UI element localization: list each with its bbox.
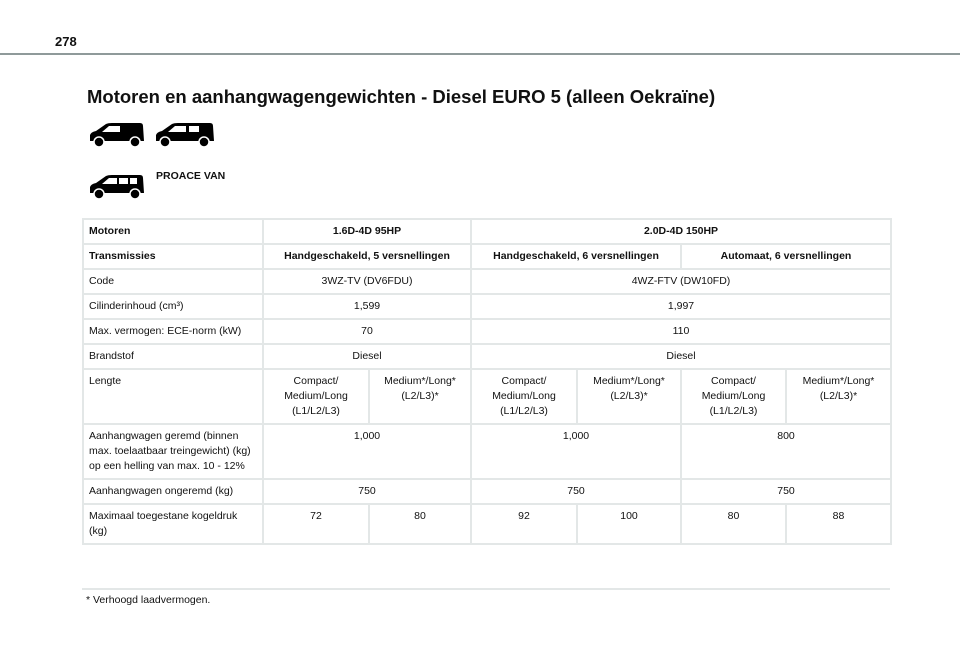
cell: Compact/ Medium/Long (L1/L2/L3) [471, 369, 577, 424]
cell: Diesel [263, 344, 471, 369]
table-row [83, 269, 891, 294]
cell: 4WZ-FTV (DW10FD) [471, 269, 891, 294]
table-row [83, 369, 891, 424]
page-number: 278 [55, 34, 77, 49]
van-icon [88, 121, 148, 148]
page-title: Motoren en aanhangwagengewichten - Diesel EURO 5 (alleen Oekraïne) [87, 86, 716, 107]
van-icon [88, 173, 148, 200]
cell: Compact/ Medium/Long (L1/L2/L3) [263, 369, 369, 424]
cell: 2.0D-4D 150HP [471, 219, 891, 244]
cell: 1,997 [471, 294, 891, 319]
cell: 750 [471, 479, 681, 504]
cell: Medium*/Long* (L2/L3)* [786, 369, 891, 424]
row-label: Maximaal toegestane kogeldruk (kg) [83, 504, 263, 544]
cell: 800 [681, 424, 891, 479]
cell: 1,599 [263, 294, 471, 319]
cell: 80 [369, 504, 471, 544]
footnote-divider [82, 588, 890, 590]
engine-weights-table [82, 218, 892, 545]
row-label: Cilinderinhoud (cm³) [83, 294, 263, 319]
vehicle-label: PROACE VAN [156, 170, 226, 182]
table-row [83, 319, 891, 344]
table-row [83, 479, 891, 504]
row-label: Brandstof [83, 344, 263, 369]
cell: 80 [681, 504, 786, 544]
header-divider [0, 53, 960, 55]
table-row [83, 294, 891, 319]
footnote: * Verhoogd laadvermogen. [86, 594, 211, 606]
table-row [83, 219, 891, 244]
row-label: Code [83, 269, 263, 294]
row-label: Max. vermogen: ECE-norm (kW) [83, 319, 263, 344]
cell: 110 [471, 319, 891, 344]
cell: Compact/ Medium/Long (L1/L2/L3) [681, 369, 786, 424]
cell: 1,000 [471, 424, 681, 479]
cell: Handgeschakeld, 5 versnellingen [263, 244, 471, 269]
cell: Handgeschakeld, 6 versnellingen [471, 244, 681, 269]
cell: Diesel [471, 344, 891, 369]
cell: 100 [577, 504, 681, 544]
cell: Medium*/Long* (L2/L3)* [577, 369, 681, 424]
cell: 72 [263, 504, 369, 544]
table-row [83, 244, 891, 269]
row-label: Transmissies [83, 244, 263, 269]
cell: 3WZ-TV (DV6FDU) [263, 269, 471, 294]
cell: 88 [786, 504, 891, 544]
table-row [83, 344, 891, 369]
cell: Automaat, 6 versnellingen [681, 244, 891, 269]
cell: 92 [471, 504, 577, 544]
row-label: Aanhangwagen geremd (binnen max. toelaatbaar treingewicht) (kg) op een helling van max. 10 - 12% [83, 424, 263, 479]
cell: 750 [681, 479, 891, 504]
van-icon [154, 121, 218, 148]
row-label: Motoren [83, 219, 263, 244]
cell: 750 [263, 479, 471, 504]
cell: 1.6D-4D 95HP [263, 219, 471, 244]
cell: 70 [263, 319, 471, 344]
table-row [83, 504, 891, 544]
cell: Medium*/Long* (L2/L3)* [369, 369, 471, 424]
table-row [83, 424, 891, 479]
row-label: Aanhangwagen ongeremd (kg) [83, 479, 263, 504]
cell: 1,000 [263, 424, 471, 479]
row-label: Lengte [83, 369, 263, 424]
